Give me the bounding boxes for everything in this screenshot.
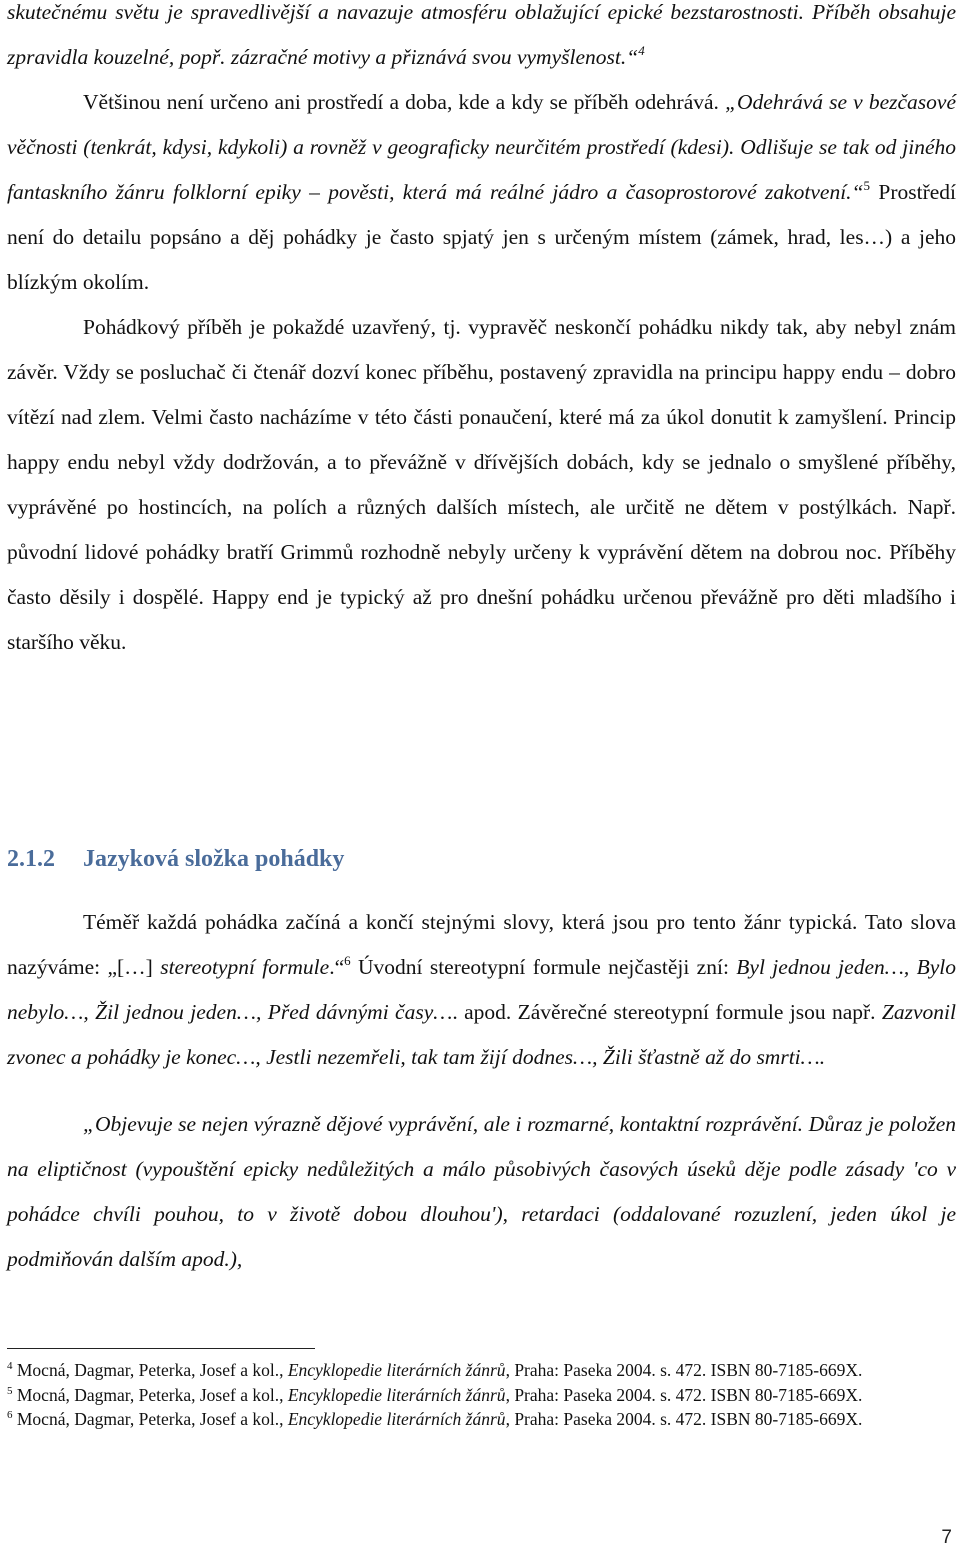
footnote xyxy=(7,1383,937,1408)
paragraph-text: Většinou není určeno ani prostředí a doba, kde a kdy se příběh odehrává. xyxy=(83,90,726,114)
paragraph-text: Úvodní stereotypní formule nejčastěji zní: xyxy=(350,955,737,979)
paragraph-text: Prostředí není do detailu popsáno a děj pohádky je často spjatý jen s určeným místem (zámek, hrad, les…) a jeho blízkým okolím. xyxy=(7,180,956,294)
footnote-text: Mocná, Dagmar, Peterka, Josef a kol., xyxy=(16,1360,288,1380)
footnote-text: Mocná, Dagmar, Peterka, Josef a kol., xyxy=(16,1409,288,1429)
quote-text: „Objevuje se nejen výrazně dějové vyprávění, ale i rozmarné, kontaktní rozprávění. Důraz je položen na eliptičnost (vypouštění epicky nedůležitých a málo působivých časových úseků děje podle zásady 'co v pohádce chvíli pouhou, to v životě dobou dlouhou'), r xyxy=(7,1112,956,1226)
footnote-title: Encyklopedie literárních žánrů xyxy=(287,1409,506,1429)
footnote-ref: 5 xyxy=(863,178,871,193)
footnote xyxy=(7,1358,937,1383)
footnote-title: Encyklopedie literárních žánrů xyxy=(287,1384,506,1405)
body-text-bottom xyxy=(7,900,956,1282)
paragraph-text: Téměř každá pohádka začíná a končí stejnými slovy, která jsou pro tento žánr typická. Tato slova nazýváme: „[…] xyxy=(7,910,956,979)
paragraph-text: Pohádkový příběh je pokaždé uzavřený, tj. vypravěč neskončí pohádku nikdy tak, aby nebyl znám závěr. Vždy se posluchač či čtenář dozví konec příběhu, postavený zpravidla na principu happy endu – dobro vítězí nad zlem. Velmi často nacházíme v této části ponaučení, které má za úkol donutit k zamyšlení. Princip happy endu nebyl vždy dodržován, a to převážně v dřívějších dobách, kdy se jednalo o smyšlené příběhy, vyprávěné po hostincích, na polích a různých dalších místech, ale určitě ne dětem v postýlkách. Např. původní lidové pohádky bratří Grimmů rozhodně nebyly určeny k vyprávění dětem na dobrou noc. Příběhy často děsily i dospělé. Happy end je typický až pro dnešní pohádku určenou převážně pro děti mladšího i staršího věku. xyxy=(7,315,956,654)
footnote-ref: 4 xyxy=(638,43,645,58)
paragraph-quote-continuation xyxy=(7,0,956,80)
footnotes xyxy=(7,1358,937,1432)
footnote-number: 5 xyxy=(7,1384,13,1397)
quote-text: skutečnému světu je spravedlivější a navazuje atmosféru oblažující epické bezstarostnosti. Příběh obsahuje zpravidla kouzelné, popř. zázračné motivy a přiznává svou vymyšlenost.“ xyxy=(7,0,956,69)
paragraph-setting xyxy=(7,80,956,305)
section-number: 2.1.2 xyxy=(7,846,55,872)
paragraph-formulas xyxy=(7,900,956,1080)
footnote-title: Encyklopedie literárních žánrů xyxy=(287,1360,506,1380)
paragraph-quote xyxy=(7,1102,956,1282)
footnote-number: 6 xyxy=(7,1409,13,1421)
page-number: 7 xyxy=(941,1527,952,1548)
footnote-text: Mocná, Dagmar, Peterka, Josef a kol., xyxy=(16,1384,288,1405)
footnote-text: , Praha: Paseka 2004. s. 472. ISBN 80-7185-669X. xyxy=(505,1384,863,1405)
quote-text: etardaci (oddalované rozuzlení, jeden úkol je podmiňován dalším apod.), xyxy=(7,1202,956,1271)
paragraph-text: .“ xyxy=(329,955,345,979)
italic-examples: Byl jednou jeden…, Bylo nebylo…, Žil jednou jeden…, Před dávnými časy… xyxy=(7,955,956,1024)
italic-examples: Zazvonil zvonec a pohádky je konec…, Jestli nezemřeli, tak tam žijí dodnes…, Žili šťastně až do smrti…. xyxy=(7,1000,956,1069)
footnote-separator xyxy=(7,1348,315,1349)
section-title: Jazyková složka pohádky xyxy=(83,846,345,872)
footnote-text: , Praha: Paseka 2004. s. 472. ISBN 80-7185-669X. xyxy=(505,1409,863,1429)
paragraph-text: . apod. Závěrečné stereotypní formule jsou např. xyxy=(452,1000,882,1024)
footnote-ref: 6 xyxy=(344,953,351,968)
paragraph-closed-story xyxy=(7,305,956,665)
footnote xyxy=(7,1407,937,1432)
italic-term: stereotypní formule xyxy=(160,955,330,979)
section-heading xyxy=(7,846,344,873)
quote-text: „Odehrává se v bezčasové věčnosti (tenkrát, kdysi, kdykoli) a rovněž v geograficky neurčitém prostředí (kdesi). Odlišuje se tak od jiného fantaskního žánru folklorní epiky – pověsti, která má reálné jádro a časoprostorové zakotvení.“ xyxy=(7,90,956,204)
body-text-top xyxy=(7,0,956,665)
footnote-number: 4 xyxy=(7,1360,13,1372)
footnote-text: , Praha: Paseka 2004. s. 472. ISBN 80-7185-669X. xyxy=(505,1360,863,1380)
